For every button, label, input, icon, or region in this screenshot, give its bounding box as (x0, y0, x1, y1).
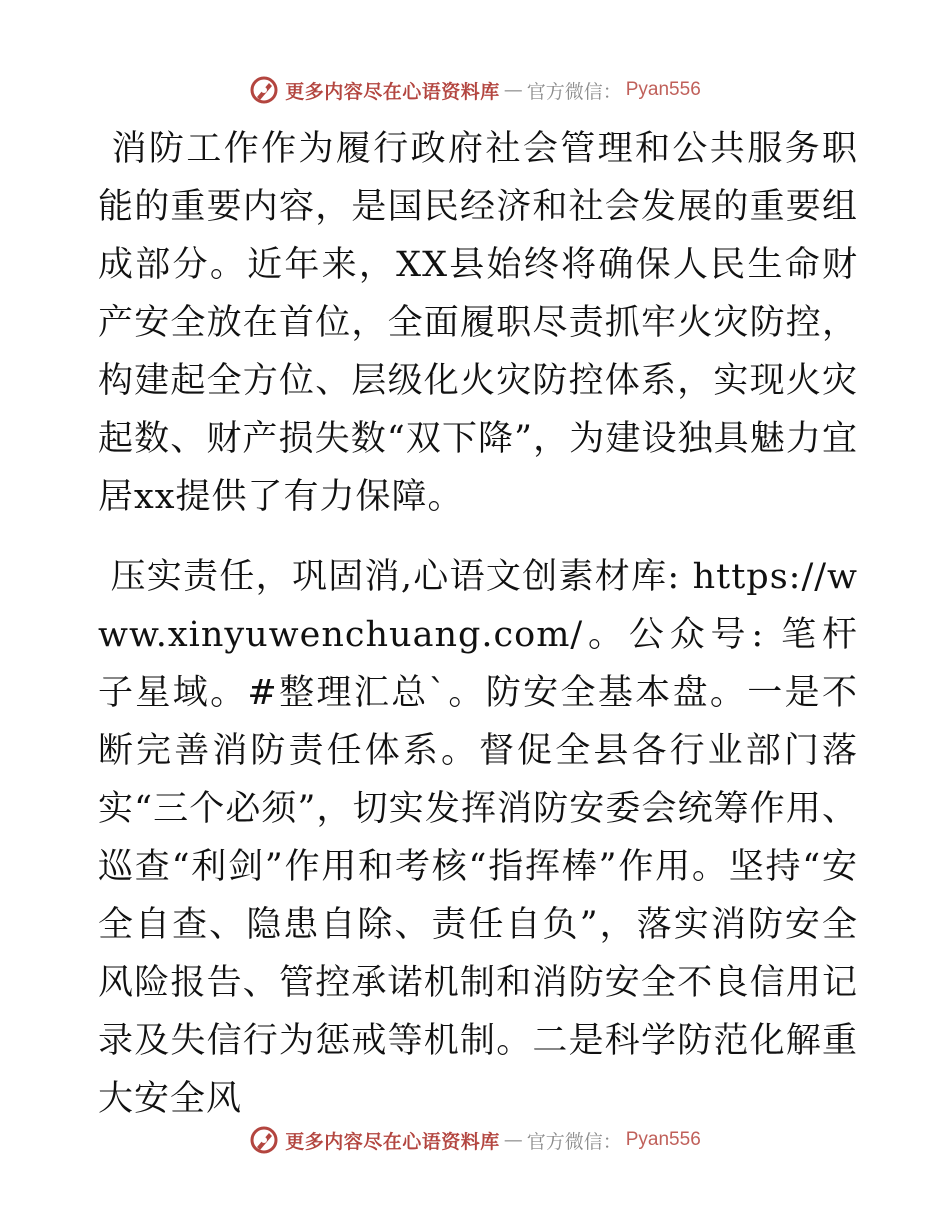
banner-dash: — (503, 1129, 523, 1151)
banner-wechat-label: 官方微信： (526, 80, 622, 103)
banner-wechat-id: Pyan556 (625, 79, 701, 100)
banner-dash: — (503, 79, 523, 101)
logo-icon (249, 1125, 279, 1155)
logo-icon (249, 75, 279, 105)
paragraph-responsibility: 压实责任，巩固消,心语文创素材库: https://www.xinyuwenchuang.com/。公众号: 笔杆子星域。#整理汇总`。防安全基本盘。一是不断完善消防责任体系。督促全县各行业部门落实“三个必须”，切实发挥消防安委会统筹作用、巡查“利剑”作用和考核“指挥棒”作用。坚持“安全自查、隐患自除、责任自负”，落实消防安全风险报告、管控承诺机制和消防安全不良信用记录及失信行为惩戒等机制。二是科学防范化解重大安全风 (98, 557, 858, 1119)
banner-main-text: 更多内容尽在心语资料库 (285, 1130, 500, 1153)
footer-banner (0, 1120, 950, 1160)
banner-wechat-label: 官方微信： (526, 1130, 622, 1153)
paragraph-intro: 消防工作作为履行政府社会管理和公共服务职能的重要内容，是国民经济和社会发展的重要组成部分。近年来，XX县始终将确保人民生命财产安全放在首位，全面履职尽责抓牢火灾防控，构建起全方位、层级化火灾防控体系，实现火灾起数、财产损失数“双下降”，为建设独具魅力宜居xx提供了有力保障。 (98, 129, 858, 517)
banner-main-text: 更多内容尽在心语资料库 (285, 80, 500, 103)
header-banner (0, 70, 950, 110)
banner-wechat-id: Pyan556 (625, 1129, 701, 1150)
document-body (98, 120, 858, 1128)
